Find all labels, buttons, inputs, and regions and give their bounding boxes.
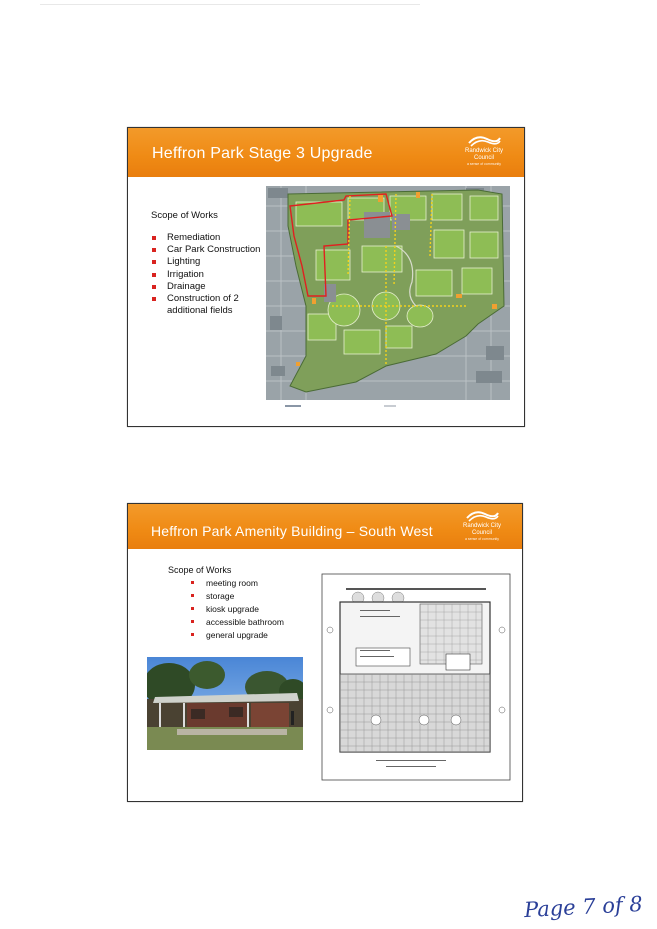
bullet-icon (152, 273, 156, 277)
scope-item-label: general upgrade (206, 630, 268, 640)
scope-item (151, 293, 267, 317)
scope-item (151, 281, 271, 293)
logo-line-1: Randwick City (464, 148, 503, 154)
slide-title: Heffron Park Stage 3 Upgrade (152, 145, 373, 162)
scope-item-label: kiosk upgrade (206, 604, 259, 614)
slide-header (128, 128, 524, 177)
floor-plan-drawing (316, 570, 516, 786)
scope-item (151, 269, 271, 281)
council-logo (458, 134, 510, 170)
scope-item (151, 256, 271, 268)
logo-tagline: a sense of community (466, 162, 502, 166)
scope-item-label: Remediation (167, 232, 221, 243)
slide-footer-mark (384, 405, 396, 407)
scope-item-label: meeting room (206, 578, 258, 588)
scope-item-label: Construction of 2 additional fields (167, 293, 239, 317)
wave-icon (465, 509, 499, 523)
scope-item (190, 577, 320, 590)
scope-item-label: accessible bathroom (206, 617, 284, 627)
floor-plan-graphic (316, 570, 516, 786)
scope-item (151, 244, 271, 256)
scope-list (151, 232, 271, 317)
logo-tagline: a sense of community (464, 537, 500, 541)
aerial-site-plan-image (266, 186, 510, 400)
scope-heading: Scope of Works (151, 210, 218, 221)
scope-item-label: Drainage (167, 280, 206, 292)
slide-header (128, 504, 522, 549)
bullet-icon (191, 607, 194, 610)
bullet-icon (152, 260, 156, 264)
bullet-icon (191, 620, 194, 623)
scope-item-label: Car Park Construction (167, 244, 261, 256)
logo-line-1: Randwick City (462, 523, 501, 529)
slide-footer-mark (285, 405, 301, 407)
wave-icon (467, 134, 501, 148)
bullet-icon (152, 297, 156, 301)
slide-amenity-building (127, 503, 523, 802)
slide-stage-3-upgrade (127, 127, 525, 427)
scope-item-label: storage (206, 591, 235, 601)
scope-heading: Scope of Works (168, 565, 232, 575)
bullet-icon (191, 581, 194, 584)
bullet-icon (191, 594, 194, 597)
bullet-icon (152, 248, 156, 252)
amenity-building-photo (147, 657, 303, 750)
aerial-map-graphic (266, 186, 510, 400)
bullet-icon (152, 236, 156, 240)
handwritten-page-note: Page 7 of 8 (523, 891, 644, 923)
scan-artifact (40, 4, 420, 5)
scope-item-label: Lighting (167, 256, 201, 268)
slide-title: Heffron Park Amenity Building – South West (151, 523, 433, 539)
scope-item (190, 590, 320, 603)
scope-item (190, 629, 320, 642)
scope-item (190, 616, 320, 629)
building-photo-graphic (147, 657, 303, 750)
scope-item (190, 603, 320, 616)
logo-line-2: Council (473, 155, 494, 161)
scope-item-label: Irrigation (167, 268, 204, 280)
scope-list (190, 577, 320, 642)
council-logo (456, 509, 508, 545)
bullet-icon (191, 633, 194, 636)
bullet-icon (152, 285, 156, 289)
scope-item (151, 232, 271, 244)
logo-line-2: Council (471, 530, 492, 536)
